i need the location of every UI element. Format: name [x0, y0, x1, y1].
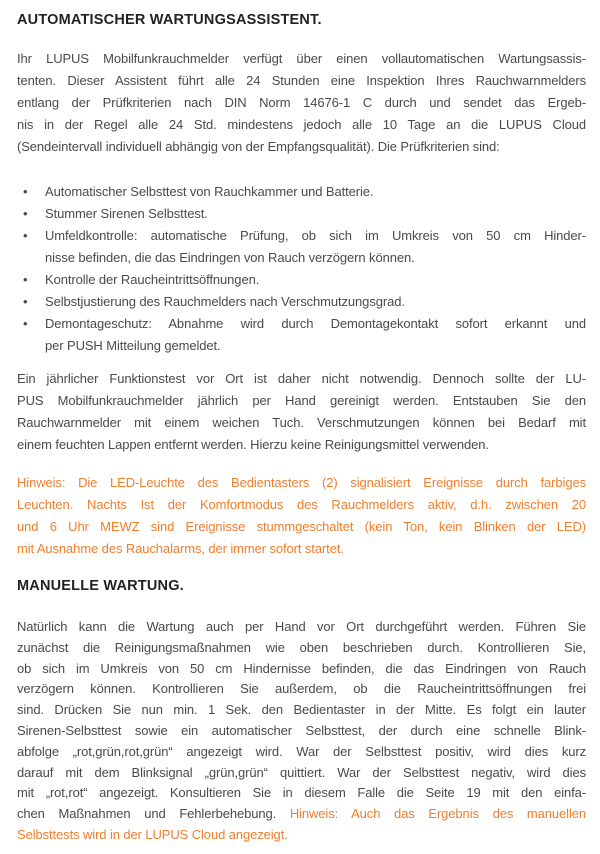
criteria-item [17, 313, 586, 357]
body-text: einem feuchten Lappen entfernt werden. Hierzu keine Reinigungsmittel verwenden. [17, 437, 489, 452]
text-line [17, 742, 586, 763]
text-line [45, 335, 586, 357]
section-heading-automatic-maintenance: AUTOMATISCHER WARTUNGSASSISTENT. [17, 12, 322, 28]
bullet-icon: • [23, 294, 28, 309]
body-text: Sirenen-Selbsttest sowie ein automatischer Selbsttest, der durch eine schnelle Blink- [17, 722, 586, 738]
body-text: mit „rot,rot“ angezeigt. Konsultieren Sie in diesem Falle die Seite 19 mit den einfa- [17, 785, 586, 801]
text-line [45, 181, 586, 203]
body-text: Rauchwarnmelder mit einem weichen Tuch. Verschmutzungen können bei Bedarf mit [17, 415, 586, 430]
body-text: per PUSH Mitteilung gemeldet. [45, 338, 221, 353]
body-text: Demontageschutz: Abnahme wird durch Demontagekontakt sofort erkannt und [45, 316, 586, 331]
text-line [45, 225, 586, 247]
criteria-text [45, 181, 586, 203]
body-text: Natürlich kann die Wartung auch per Hand vor Ort durchgeführt werden. Führen Sie [17, 619, 586, 634]
criteria-item [17, 291, 586, 313]
text-line [17, 516, 586, 538]
body-text: Automatischer Selbsttest von Rauchkammer und Batterie. [45, 184, 374, 199]
text-line [17, 412, 586, 434]
criteria-text [45, 291, 586, 313]
bullet-icon: • [23, 206, 28, 221]
body-text: abfolge „rot,grün,rot,grün“ angezeigt wird. War der Selbsttest positiv, wird dies kurz [17, 743, 586, 759]
body-text: chen Maßnahmen und Fehlerbehebung. [17, 806, 290, 822]
body-text: Ihr LUPUS Mobilfunkrauchmelder verfügt über einen vollautomatischen Wartungsassis- [17, 51, 586, 66]
criteria-item [17, 225, 586, 269]
body-text: nisse befinden, die das Eindringen von Rauch verzögern können. [45, 250, 415, 265]
criteria-text [45, 225, 586, 269]
bullet-icon: • [23, 272, 28, 287]
body-text: und 6 Uhr MEWZ sind Ereignisse stummgeschaltet (kein Ton, kein Blinken der LED) [17, 519, 586, 534]
body-text: zunächst die Reinigungsmaßnahmen wie oben beschrieben durch. Kontrollieren Sie, [17, 639, 586, 655]
body-text: PUS Mobilfunkrauchmelder jährlich per Hand gereinigt werden. Entstauben Sie den [17, 393, 586, 408]
criteria-item [17, 269, 586, 291]
text-line [45, 203, 586, 225]
bullet-icon: • [23, 316, 28, 331]
text-line [45, 313, 586, 335]
text-line [17, 700, 586, 721]
text-line [17, 783, 586, 804]
criteria-text [45, 313, 586, 357]
body-text: entlang der Prüfkriterien nach DIN Norm 14676-1 C durch und sendet das Ergeb- [17, 95, 586, 110]
led-note-paragraph [17, 472, 586, 560]
body-text: Leuchten. Nachts Ist der Komfortmodus des Rauchmelders aktiv, d.h. zwischen 20 [17, 497, 586, 512]
body-text: (Sendeintervall individuell abhängig von der Empfangsqualität). Die Prüfkriterien sind: [17, 139, 500, 154]
text-line [17, 679, 586, 700]
body-text: verzögern können. Kontrollieren Sie außerdem, ob die Raucheintrittsöffnungen frei [17, 681, 586, 697]
body-text: Hinweis: Die LED-Leuchte des Bedientasters (2) signalisiert Ereignisse durch farbiges [17, 475, 586, 490]
check-criteria-list [17, 181, 586, 357]
section-heading-manual-maintenance: MANUELLE WARTUNG. [17, 578, 184, 594]
bullet-icon: • [23, 228, 28, 243]
text-line [17, 617, 586, 638]
text-line [17, 763, 586, 784]
body-text: mit Ausnahme des Rauchalarms, der immer sofort startet. [17, 541, 344, 556]
criteria-text [45, 203, 586, 225]
criteria-text [45, 269, 586, 291]
intro-paragraph [17, 48, 586, 158]
manual-maintenance-paragraph [17, 617, 586, 846]
text-line [17, 368, 586, 390]
body-text: Selbstjustierung des Rauchmelders nach Verschmutzungsgrad. [45, 294, 405, 309]
text-line [17, 494, 586, 516]
text-line [17, 804, 586, 825]
cleaning-paragraph [17, 368, 586, 456]
body-text: Stummer Sirenen Selbsttest. [45, 206, 208, 221]
body-text: darauf mit dem Blinksignal „grün,grün“ quittiert. War der Selbsttest negativ, wird dies [17, 764, 586, 780]
criteria-item [17, 181, 586, 203]
text-line [17, 390, 586, 412]
text-line [17, 434, 586, 456]
text-line [17, 659, 586, 680]
text-line [45, 291, 586, 313]
text-line [17, 136, 586, 158]
text-line [17, 92, 586, 114]
text-line [17, 538, 586, 560]
text-line [17, 638, 586, 659]
accent-text: Selbsttests wird in der LUPUS Cloud angezeigt. [17, 826, 288, 842]
text-line [17, 472, 586, 494]
body-text: sind. Drücken Sie nun min. 1 Sek. den Bedientaster in der Mitte. Es folgt ein lauter [17, 702, 586, 718]
body-text: tenten. Dieser Assistent führt alle 24 Stunden eine Inspektion Ihres Rauchwarnmelders [17, 73, 586, 88]
bullet-icon: • [23, 184, 28, 199]
criteria-item [17, 203, 586, 225]
text-line [17, 70, 586, 92]
text-line [17, 825, 586, 846]
text-line [45, 247, 586, 269]
body-text: Umfeldkontrolle: automatische Prüfung, ob sich im Umkreis von 50 cm Hinder- [45, 228, 586, 243]
body-text: Kontrolle der Raucheintrittsöffnungen. [45, 272, 260, 287]
body-text: Ein jährlicher Funktionstest vor Ort ist daher nicht notwendig. Dennoch sollte der LU- [17, 371, 586, 386]
text-line [17, 48, 586, 70]
text-line [17, 721, 586, 742]
body-text: nis in der Regel alle 24 Std. mindestens jedoch alle 10 Tage an die LUPUS Cloud [17, 117, 586, 132]
body-text: ob sich im Umkreis von 50 cm Hindernisse befinden, die das Eindringen von Rauch [17, 660, 586, 676]
text-line [45, 269, 586, 291]
text-line [17, 114, 586, 136]
accent-text: Hinweis: Auch das Ergebnis des manuellen [289, 806, 586, 822]
